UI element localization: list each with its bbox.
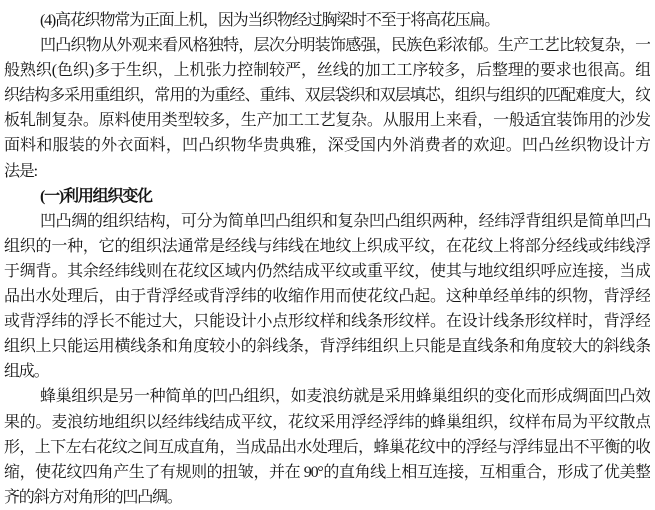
text-line: 果的。麦浪纺地组织以经纬线结成平纹，花纹采用浮经浮纬的蜂巢组织，纹样布局为平纹散点: [4, 413, 650, 431]
document-page: [4, 8, 650, 510]
text-line: 面料和服装的外衣面料，凹凸织物华贵典雅，深受国内外消费者的欢迎。凹凸丝织物设计方: [4, 137, 650, 155]
section-heading: (一)利用组织变化: [40, 187, 152, 205]
text-line: 于绸背。其余经纬线则在花纹区域内仍然结成平纹或重平纹，使其与地纹组织呼应连接，当成: [4, 262, 650, 280]
text-line: 织结构多采用重组织，常用的为重经、重纬、双层袋织和双层填芯，组织与组织的匹配难度大，纹: [4, 87, 650, 105]
text-line: 蜂巢组织是另一种简单的凹凸组织，如麦浪纺就是采用蜂巢组织的变化而形成绸面凹凸效: [40, 388, 650, 406]
text-line: (4)高花织物常为正面上机，因为当织物经过胸梁时不至于将高花压扁。: [40, 12, 500, 29]
text-line: 品出水处理后，由于背浮经或背浮纬的收缩作用而使花纹凸起。这种单经单纬的织物，背浮经: [4, 288, 650, 306]
text-line: 般熟织(色织)多于生织，上机张力控制较严，丝线的加工工序较多，后整理的要求也很高。组: [4, 62, 650, 80]
text-line: 组织上只能运用横线条和角度较小的斜线条，背浮纬组织上只能是直线条和角度较大的斜线条: [4, 338, 650, 356]
text-line: 或背浮纬的浮长不能过大，只能设计小点形纹样和线条形纹样。在设计线条形纹样时，背浮经: [4, 313, 650, 331]
text-line: 凹凸绸的组织结构，可分为简单凹凸组织和复杂凹凸组织两种，经纬浮背组织是简单凹凸: [40, 212, 650, 230]
text-line: 组织的一种，它的组织法通常是经线与纬线在地纹上织成平纹，在花纹上将部分经线或纬线浮: [4, 237, 650, 255]
text-line: 形，上下左右花纹之间互成直角，当成品出水处理后，蜂巢花纹中的浮经与浮纬显出不平衡的收: [4, 438, 650, 456]
text-line: 法是:: [4, 162, 37, 180]
text-line: 凹凸织物从外观来看风格独特，层次分明装饰感强，民族色彩浓郁。生产工艺比较复杂，一: [40, 37, 650, 55]
text-line: 组成。: [4, 363, 49, 381]
text-line: 板轧制复杂。原料使用类型较多，生产加工工艺复杂。从服用上来看，一般适宜装饰用的沙发: [4, 112, 650, 130]
text-line: 齐的斜方对角形的凹凸绸。: [4, 488, 182, 506]
text-line: 缩，使花纹四角产生了有规则的扭皱，并在 90°的直角线上相互连接，互相重合，形成了优美整: [4, 463, 650, 481]
